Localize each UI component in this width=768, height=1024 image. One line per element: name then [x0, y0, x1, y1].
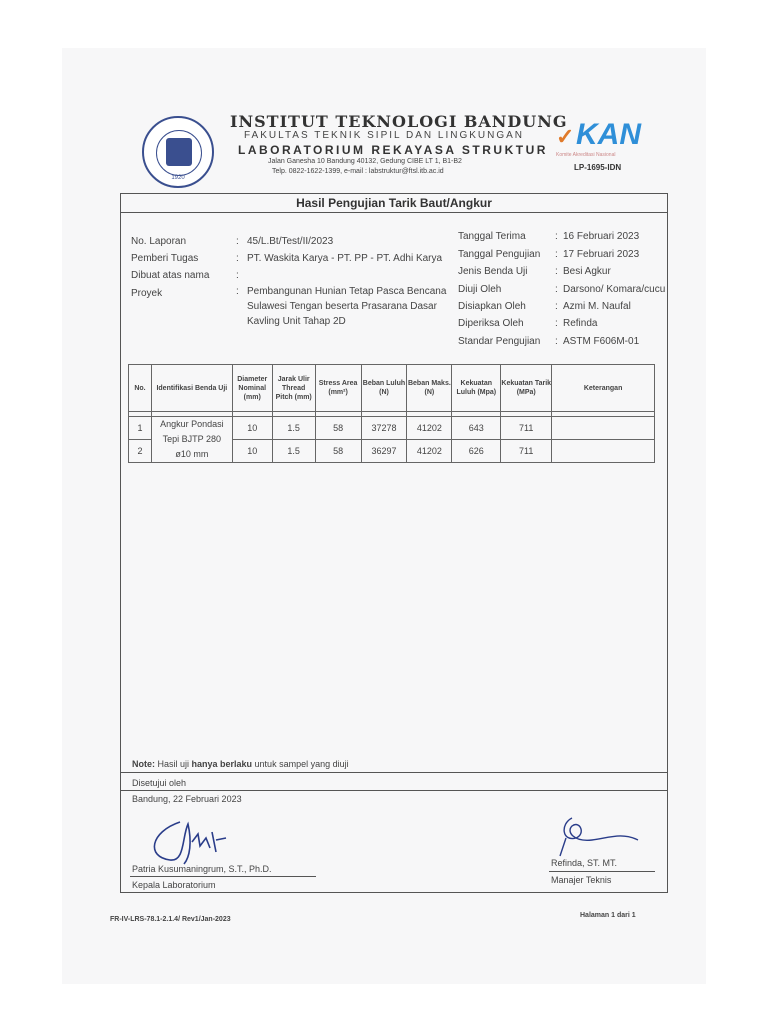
label-standar-pengujian: Standar Pengujian [458, 336, 541, 347]
value-disiapkan-oleh: Azmi M. Naufal [563, 301, 631, 312]
value-tanggal-pengujian: 17 Februari 2023 [563, 249, 640, 260]
kan-check-icon: ✓ [556, 124, 575, 149]
label-no-laporan: No. Laporan [131, 236, 187, 247]
label-diperiksa-oleh: Diperiksa Oleh [458, 318, 524, 329]
label-dibuat-atas-nama: Dibuat atas nama [131, 270, 210, 281]
right-signer-name: Refinda, ST. MT. [551, 858, 618, 868]
right-signature [552, 810, 648, 860]
col-header: Jarak Ulir Thread Pitch (mm) [272, 365, 315, 412]
label-disiapkan-oleh: Disiapkan Oleh [458, 301, 526, 312]
label-tanggal-terima: Tanggal Terima [458, 231, 526, 242]
left-signature [140, 812, 260, 868]
kan-subtitle: Komite Akreditasi Nasional [556, 152, 616, 158]
col-header: Beban Maks. (N) [407, 365, 452, 412]
label-jenis-benda-uji: Jenis Benda Uji [458, 266, 528, 277]
page-number: Halaman 1 dari 1 [580, 912, 636, 919]
col-header: No. [129, 365, 152, 412]
col-header: Identifikasi Benda Uji [151, 365, 232, 412]
kan-code: LP-1695-IDN [574, 163, 622, 172]
institute-name: INSTITUT TEKNOLOGI BANDUNG [230, 112, 568, 131]
col-header: Diameter Nominal (mm) [232, 365, 272, 412]
form-code: FR-IV-LRS-78.1-2.1.4/ Rev1/Jan-2023 [110, 916, 231, 923]
kan-mark: KAN [576, 118, 641, 151]
value-diperiksa-oleh: Refinda [563, 318, 598, 329]
logo-year: 1920 [171, 175, 185, 181]
itb-logo [142, 116, 214, 188]
col-header: Keterangan [552, 365, 655, 412]
approved-by: Disetujui oleh [132, 778, 187, 788]
table-header-row [129, 365, 655, 412]
col-header: Kekuatan Luluh (Mpa) [452, 365, 501, 412]
col-header: Beban Luluh (N) [361, 365, 407, 412]
value-jenis-benda-uji: Besi Agkur [563, 266, 611, 277]
specimen-cell: Angkur Pondasi Tepi BJTP 280 ø10 mm [151, 417, 232, 463]
results-table [128, 364, 655, 463]
value-no-laporan: 45/L.Bt/Test/II/2023 [247, 236, 334, 247]
table-row: 1 Angkur Pondasi Tepi BJTP 280 ø10 mm 10 1.5 58 37278 41202 643 711 [129, 417, 655, 440]
value-proyek: Pembangunan Hunian Tetap Pasca Bencana Sulawesi Tengan beserta Prasarana Dasar Kavling Unit Tahap 2D [247, 286, 447, 327]
label-proyek: Proyek [131, 288, 163, 299]
value-diuji-oleh: Darsono/ Komara/cucu [563, 284, 666, 295]
left-signer-name: Patria Kusumaningrum, S.T., Ph.D. [132, 864, 272, 874]
label-diuji-oleh: Diuji Oleh [458, 284, 502, 295]
value-pemberi-tugas: PT. Waskita Karya - PT. PP - PT. Adhi Karya [247, 253, 443, 264]
faculty-name: FAKULTAS TEKNIK SIPIL DAN LINGKUNGAN [244, 130, 525, 141]
laboratory-name: LABORATORIUM REKAYASA STRUKTUR [238, 143, 548, 157]
value-tanggal-terima: 16 Februari 2023 [563, 231, 640, 242]
left-signer-title: Kepala Laboratorium [132, 880, 216, 890]
place-date: Bandung, 22 Februari 2023 [132, 794, 242, 804]
divider [120, 790, 668, 791]
label-pemberi-tugas: Pemberi Tugas [131, 253, 199, 264]
contact: Telp. 0822-1622-1399, e-mail : labstruktur@ftsl.itb.ac.id [272, 168, 444, 175]
table-row: 2 10 1.5 58 36297 41202 626 711 [129, 440, 655, 463]
note-text: Note: Hasil uji hanya berlaku untuk sampel yang diuji [132, 759, 349, 769]
right-signer-title: Manajer Teknis [551, 875, 612, 885]
col-header: Stress Area (mm²) [315, 365, 361, 412]
report-title: Hasil Pengujian Tarik Baut/Angkur [120, 193, 668, 213]
address: Jalan Ganesha 10 Bandung 40132, Gedung CIBE LT 1, B1-B2 [268, 158, 462, 165]
col-header: Kekuatan Tarik (MPa) [501, 365, 552, 412]
label-tanggal-pengujian: Tanggal Pengujian [458, 249, 541, 260]
divider [120, 772, 668, 773]
value-standar-pengujian: ASTM F606M-01 [563, 336, 640, 347]
kan-logo [556, 118, 652, 174]
